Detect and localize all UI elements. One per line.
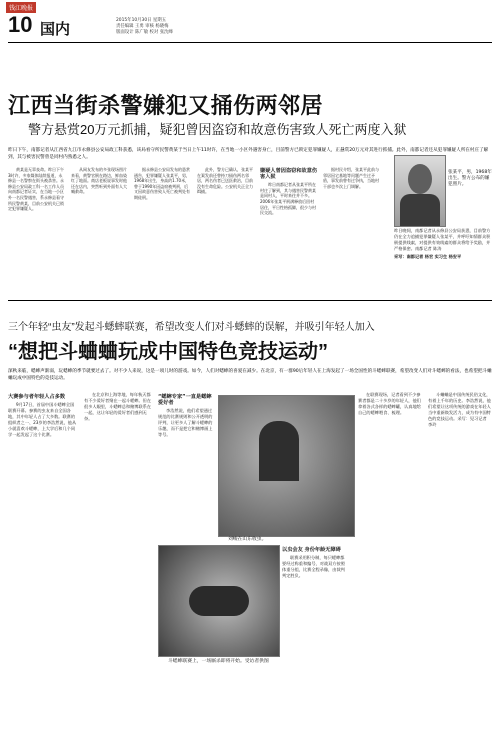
story2-subhead: “蟋蟀专家”一直是蟋蟀爱好者 [158, 394, 212, 406]
story2-photo-match [158, 545, 280, 657]
suspect-photo [394, 155, 446, 227]
page-number: 10 [8, 12, 33, 37]
story2-subhead: 大赛参与者年轻人占多数 [8, 394, 66, 400]
story1-lead: 昨日下午，南都记者从江西省九江市永修县公安局政工科获悉，该局看守所民警黄某于当日上午11时许，在当地一小区外遇害身亡，目前警方已锁定犯罪嫌疑人，正悬赏20万元对其进行抓捕。此外，南都记者还从犯罪嫌疑人所在村庄了解到，其与被害民警曾是同村内熟悉之人。 [8, 148, 489, 160]
story1-sidebar [394, 228, 492, 294]
edition-meta [116, 18, 236, 36]
story1-subhead: 嫌疑人曾因盗窃和故意伤害入狱 [260, 168, 318, 180]
story2-headline: “想把斗蛐蛐玩成中国特色竞技运动” [8, 341, 328, 363]
masthead [8, 2, 492, 42]
story1-byline: 采写：南都记者 杨宏 实习生 杨安平 [394, 254, 462, 259]
story1-subheadline: 警方悬赏20万元抓捕，疑犯曾因盗窃和故意伤害致人死亡两度入狱 [28, 122, 407, 137]
story2-col: 斗蛐蛐是中国传统民俗文化，有着上千年的历史。李浩然说，他们希望让这项传统的游戏在年轻人当中重新焕发活力，成为有中国特色的竞技运动。采写：见习记者 李玲 [428, 392, 491, 427]
story2-subhead: 以虫会友 身份年龄无障碍 [282, 547, 341, 553]
meta-line: 2015年10月30日 星期五 [116, 18, 167, 23]
story2-col: 在北京和上海等地，每年秋天都有不少爱好者聚在一起斗蟋蟀。但在很多人眼里，斗蟋蟀总和赌博联系在一起，这让年轻的爱好者们感到无奈。 [84, 392, 152, 421]
story1-col: 此外，警方已确认，张某平在案发前还曾持刀捅伤两名邻居，两名伤者已送医救治，目前没有生命危险。公安机关正全力缉捕。 [197, 167, 253, 195]
suspect-body [400, 194, 440, 226]
story2-kicker: 三个年轻“虫友”发起斗蟋蟀联赛，希望改变人们对斗蟋蟀的误解，并吸引年轻人加入 [8, 322, 375, 333]
story2-col: “蟋蟀专家”一直是蟋蟀爱好者 李浩然说，他们希望通过规范的比赛规则和公开透明的评判，让更多人了解斗蟋蟀的乐趣，而不是把它和赌博画上等号。 [158, 394, 213, 437]
story1-col: 嫌疑人曾因盗窃和故意伤害入狱 昨日南都记者从张某平所在村庄了解到，其与遇害民警黄某是同村人，平时来往并不多。2006年张某平刑满释放后回村居住，平日性格孤僻，很少与村民交流。 [260, 168, 318, 216]
story1-headline: 江西当街杀警嫌犯又捅伤两邻居 [8, 93, 324, 118]
story2-col: 在联赛现场，记者看到不少参赛者都是二十多岁的年轻人，他们拿着各式各样的蟋蟀罐，认真地给自己的蟋蟀喂食、梳理。 [358, 392, 421, 415]
story2-photo-collector [218, 395, 355, 537]
person-silhouette [259, 421, 299, 481]
story2-lead: 深秋来临，蟋蟀声渐弱，玩蟋蟀的季节就要过去了。对不少人来说，这是一项儿时的游戏。如今，人们对蟋蟀的喜爱在减少。在北京，有一群90后年轻人在上海发起了一场全国性的斗蟋蟀联赛，希望改变人们对斗蟋蟀的看法，也希望把斗蛐蛐玩成中国特色的竞技运动。 [8, 369, 492, 381]
sidebar-body: 昨日晚间，南都记者从永修县公安局获悉，目前警方仍在全力追捕犯罪嫌疑人张某平，并呼吁知情群众积极提供线索，对提供有效线索的群众将给予奖励，并严格保密。南都记者 陈涛 [394, 228, 491, 251]
photo-caption: 刘峻在山东收虫。 [228, 537, 267, 542]
story2-col: 以虫会友 身份年龄无障碍 联赛采用积分制，每只蟋蟀都要经过称重和编号，对战双方按照体重分组，比赛全程录像，由裁判判定胜负。 [282, 545, 348, 735]
story2-col: 大赛参与者年轻人占多数 9月17日，首届中国斗蟋蟀全国联赛开幕。参赛的虫友来自全国各地，其中年轻人占了大多数。联赛的组织者之一、23岁的李浩然说，他从小就喜欢斗蟋蟀，上大学后和几个同学一起发起了这个比赛。 [8, 394, 77, 437]
story1-col: 从网友发布的多张现场图片来看，黄警官倒在路边，鲜血染红了地面。商店老板说事发时他还在店内，突然听到外面有人大喊救命。 [71, 167, 127, 195]
meta-line: 责任编辑 王勇 审核 杨晓梅 [116, 24, 169, 29]
suspect-caption: 张某平，男，1968年出生。警方公布的嫌犯照片。 [448, 170, 492, 187]
story1-col: 据永修县公安局发布的悬赏通告，犯罪嫌疑人张某平，男，1968年出生，身高约1.70米，曾于1990年因盗窃被判刑，后又因故意伤害致人死亡被判处有期徒刑。 [134, 167, 190, 200]
meta-line: 版面设计 陈广敏 校对 张沈峰 [116, 30, 173, 35]
top-rule [8, 42, 492, 43]
photo-caption: 斗蟋蟀联赛上，一场厮杀即将开始。受访者供图 [168, 659, 269, 664]
newspaper-logo: 钱江晚报 [6, 2, 36, 13]
story1-body [8, 167, 388, 292]
section-title: 国内 [40, 21, 71, 38]
story1-col: 据村民介绍，张某平此前与邻居因宅基地等问题产生过矛盾，事发前曾有过争执，当地村干部也多次上门调解。 [323, 167, 379, 189]
cricket-pot [189, 586, 249, 616]
section-divider [8, 300, 492, 301]
suspect-face [408, 164, 432, 194]
story1-col: 黄某是无辜丧命。昨日下午3时许，多家媒体陆续报道，永修县一名警察在街头被杀害。永修县公安局政工科一名工作人员向南都记者证实，在当地一小区外一名民警遇害，系永修县看守所民警黄某，目前公安机关已锁定犯罪嫌疑人。 [8, 167, 64, 212]
